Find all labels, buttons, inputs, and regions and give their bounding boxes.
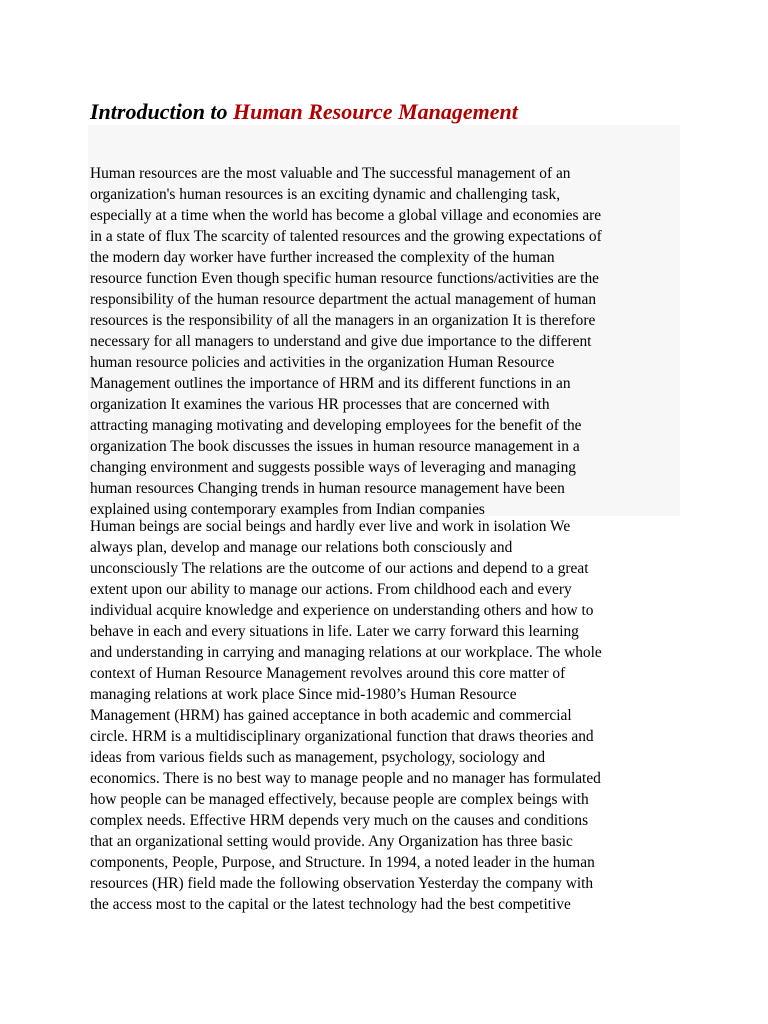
text-line: Human resources are the most valuable and The successful management of an xyxy=(90,165,571,182)
text-line: that an organizational setting would provide. Any Organization has three basic xyxy=(90,833,573,850)
text-line: context of Human Resource Management revolves around this core matter of xyxy=(90,665,566,682)
text-line: the modern day worker have further increased the complexity of the human xyxy=(90,249,555,266)
text-line: organization It examines the various HR processes that are concerned with xyxy=(90,396,550,413)
title-accent: Human Resource Management xyxy=(233,99,518,124)
text-line: circle. HRM is a multidisciplinary organizational function that draws theories and xyxy=(90,728,594,745)
text-line: human resource policies and activities in the organization Human Resource xyxy=(90,354,555,371)
text-line: Human beings are social beings and hardly ever live and work in isolation We xyxy=(90,518,571,535)
text-line: the access most to the capital or the latest technology had the best competitive xyxy=(90,896,571,913)
text-line: in a state of flux The scarcity of talented resources and the growing expectations of xyxy=(90,228,602,245)
text-line: Management (HRM) has gained acceptance in both academic and commercial xyxy=(90,707,572,724)
text-line: resources (HR) field made the following observation Yesterday the company with xyxy=(90,875,594,892)
title-prefix: Introduction to xyxy=(90,99,234,124)
text-line: unconsciously The relations are the outcome of our actions and depend to a great xyxy=(90,560,589,577)
text-line: economics. There is no best way to manage people and no manager has formulated xyxy=(90,770,601,787)
text-line: organization's human resources is an exciting dynamic and challenging task, xyxy=(90,186,561,203)
text-line: explained using contemporary examples from Indian companies xyxy=(90,501,485,518)
text-line: changing environment and suggests possible ways of leveraging and managing xyxy=(90,459,576,476)
text-line: extent upon our ability to manage our actions. From childhood each and every xyxy=(90,581,572,598)
text-line: organization The book discusses the issues in human resource management in a xyxy=(90,438,580,455)
text-line: individual acquire knowledge and experience on understanding others and how to xyxy=(90,602,594,619)
page-title xyxy=(90,98,518,126)
text-line: managing relations at work place Since mid-1980’s Human Resource xyxy=(90,686,517,703)
text-line: responsibility of the human resource department the actual management of human xyxy=(90,291,597,308)
text-line: attracting managing motivating and developing employees for the benefit of the xyxy=(90,417,582,434)
text-line: necessary for all managers to understand and give due importance to the different xyxy=(90,333,592,350)
text-line: resource function Even though specific human resource functions/activities are the xyxy=(90,270,599,287)
text-line: complex needs. Effective HRM depends very much on the causes and conditions xyxy=(90,812,589,829)
text-line: especially at a time when the world has become a global village and economies are xyxy=(90,207,602,224)
text-line: Management outlines the importance of HRM and its different functions in an xyxy=(90,375,571,392)
text-line: human resources Changing trends in human resource management have been xyxy=(90,480,565,497)
text-line: how people can be managed effectively, because people are complex beings with xyxy=(90,791,589,808)
paragraph-intro xyxy=(90,163,682,520)
text-line: and understanding in carrying and managing relations at our workplace. The whole xyxy=(90,644,602,661)
text-line: behave in each and every situations in life. Later we carry forward this learning xyxy=(90,623,579,640)
text-line: resources is the responsibility of all the managers in an organization It is therefore xyxy=(90,312,596,329)
paragraph-body xyxy=(90,516,682,915)
text-line: always plan, develop and manage our relations both consciously and xyxy=(90,539,513,556)
text-line: components, People, Purpose, and Structure. In 1994, a noted leader in the human xyxy=(90,854,595,871)
text-line: ideas from various fields such as management, psychology, sociology and xyxy=(90,749,546,766)
